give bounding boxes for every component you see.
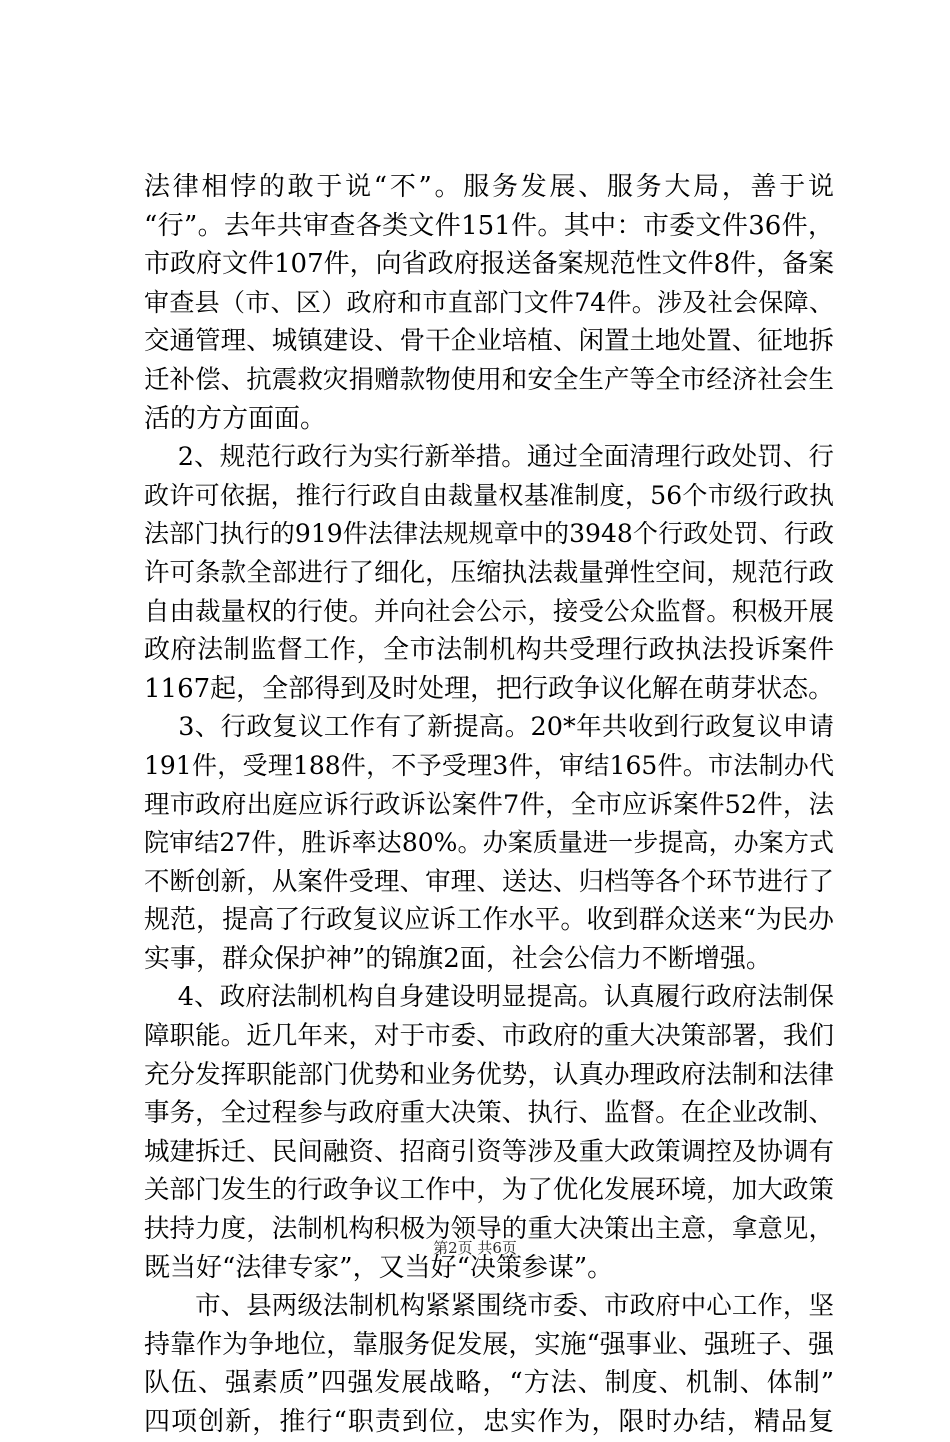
page-footer: 第2页 共6页 (433, 1239, 517, 1257)
text-line: 不断创新，从案件受理、审理、送达、归档等各个环节进行了 (144, 866, 834, 897)
text-line: 院审结27件，胜诉率达80%。办案质量进一步提高，办案方式 (144, 828, 834, 858)
text-line: 法律相悖的敢于说“不”。服务发展、服务大局，善于说 (144, 172, 834, 202)
text-line: 充分发挥职能部门优势和业务优势，认真办理政府法制和法律 (144, 1059, 834, 1090)
text-line: 队伍、强素质”四强发展战略，“方法、制度、机制、体制” (144, 1368, 834, 1399)
text-line: 事务，全过程参与政府重大决策、执行、监督。在企业改制、 (144, 1098, 834, 1129)
text-line: 2、规范行政行为实行新举措。通过全面清理行政处罚、行 (144, 442, 834, 473)
text-line: 活的方方面面。 (144, 403, 327, 434)
text-line: 障职能。近几年来，对于市委、市政府的重大决策部署，我们 (144, 1021, 834, 1052)
text-line: 四项创新，推行“职责到位，忠实作为，限时办结，精品复 (144, 1407, 834, 1437)
text-line: 理市政府出庭应诉行政诉讼案件7件，全市应诉案件52件，法 (144, 789, 834, 820)
text-line: 规范，提高了行政复议应诉工作水平。收到群众送来“为民办 (144, 905, 834, 936)
text-line: 持靠作为争地位，靠服务促发展，实施“强事业、强班子、强 (144, 1329, 834, 1360)
text-line: 市政府文件107件，向省政府报送备案规范性文件8件，备案 (144, 249, 835, 280)
text-line: 审查县（市、区）政府和市直部门文件74件。涉及社会保障、 (144, 287, 834, 317)
text-line: 既当好“法律专家”，又当好“决策参谋”。 (144, 1252, 614, 1283)
text-line: 城建拆迁、民间融资、招商引资等涉及重大政策调控及协调有 (144, 1136, 834, 1167)
text-line: 自由裁量权的行使。并向社会公示，接受公众监督。积极开展 (144, 596, 834, 627)
text-line: 3、行政复议工作有了新提高。20*年共收到行政复议申请 (144, 712, 834, 743)
text-line: 政许可依据，推行行政自由裁量权基准制度，56个市级行政执 (144, 480, 834, 510)
text-line: 扶持力度，法制机构积极为领导的重大决策出主意，拿意见， (144, 1214, 834, 1245)
text-line: 迁补偿、抗震救灾捐赠款物使用和安全生产等全市经济社会生 (144, 364, 834, 395)
text-line: 实事，群众保护神”的锦旗2面，社会公信力不断增强。 (144, 943, 772, 974)
text-line: 191件，受理188件，不予受理3件，审结165件。市法制办代 (144, 750, 834, 780)
text-line: 交通管理、城镇建设、骨干企业培植、闲置土地处置、征地拆 (144, 326, 834, 357)
text-line: 1167起，全部得到及时处理，把行政争议化解在萌芽状态。 (144, 673, 835, 704)
text-line: 法部门执行的919件法律法规规章中的3948个行政处罚、行政 (144, 519, 834, 549)
text-line: 4、政府法制机构自身建设明显提高。认真履行政府法制保 (144, 982, 834, 1013)
text-line: 市、县两级法制机构紧紧围绕市委、市政府中心工作，坚 (144, 1291, 834, 1322)
text-line: 政府法制监督工作，全市法制机构共受理行政执法投诉案件 (144, 635, 834, 666)
text-line: “行”。去年共审查各类文件151件。其中：市委文件36件， (144, 210, 834, 241)
text-line: 许可条款全部进行了细化，压缩执法裁量弹性空间，规范行政 (144, 557, 834, 588)
text-line: 关部门发生的行政争议工作中，为了优化发展环境，加大政策 (144, 1175, 834, 1206)
